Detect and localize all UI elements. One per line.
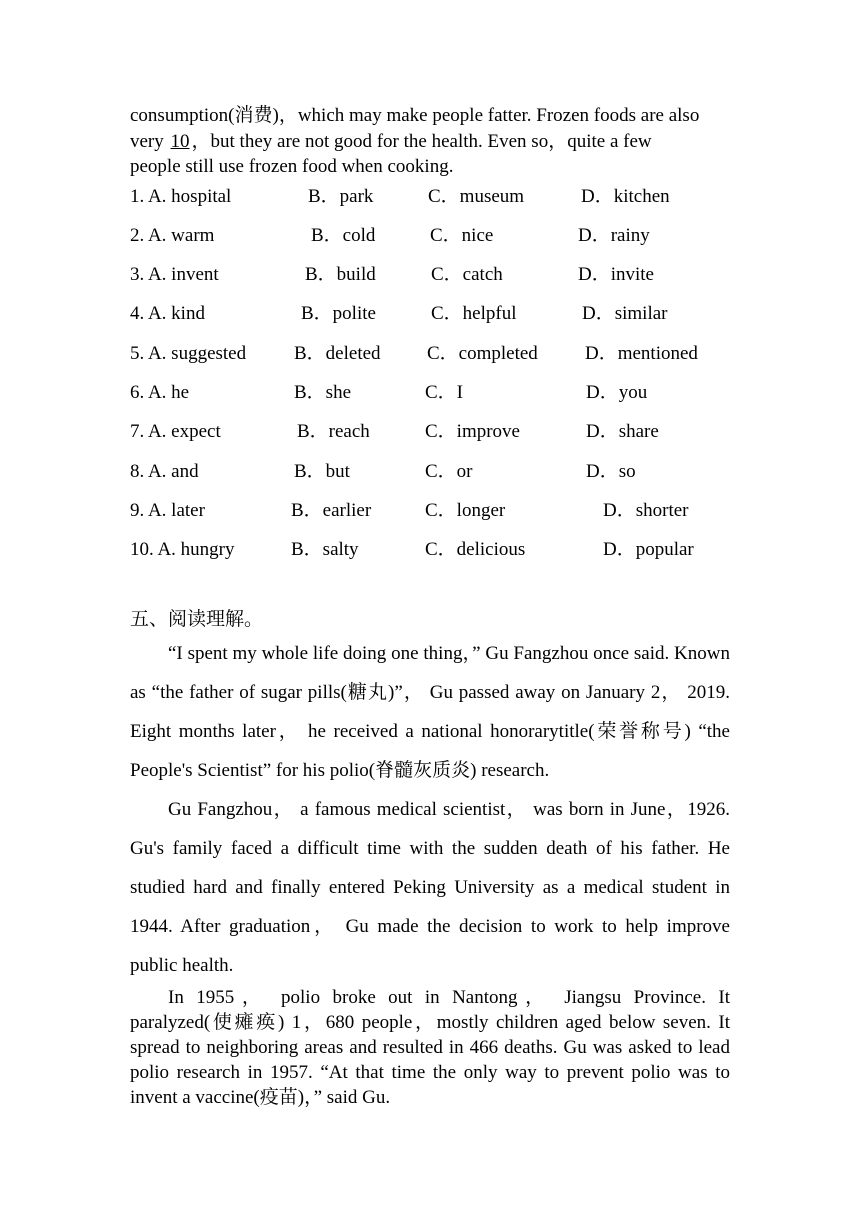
option-d: D．mentioned (585, 342, 698, 364)
option-a: 2. A. warm (130, 224, 215, 246)
option-b: B．deleted (294, 342, 381, 364)
option-b: B．reach (297, 421, 370, 443)
option-c: C．delicious (425, 539, 526, 561)
option-row (130, 301, 730, 340)
option-a: 5. A. suggested (130, 342, 247, 364)
option-b: B．salty (291, 539, 359, 561)
option-c: C．improve (425, 421, 520, 443)
option-b: B．polite (301, 303, 376, 325)
option-row (130, 380, 730, 419)
reading-paragraph-3: In 1955， polio broke out in Nantong， Jiangsu Province. It paralyzed(使瘫痪) 1，680 people，mostly children aged below seven. It spread to neighboring areas and resulted in 466 deaths. Gu was asked to lead polio research in 1957. “At that time the only way to prevent polio was to invent a vaccine(疫苗)，” said Gu. (130, 987, 730, 1108)
option-c: C．longer (425, 499, 506, 521)
passage-line: consumption(消费)，which may make people fatter. Frozen foods are also (130, 105, 700, 126)
option-d: D．rainy (578, 224, 650, 246)
option-row (130, 419, 730, 458)
option-c: C．nice (430, 224, 494, 246)
passage-text: ，but they are not good for the health. Even so，quite a few (191, 130, 652, 152)
option-c: C．museum (428, 185, 525, 207)
option-c: C．completed (427, 342, 538, 364)
option-b: B．earlier (291, 499, 372, 521)
blank-10: 10 (170, 130, 190, 152)
option-c: C．helpful (431, 303, 517, 325)
option-a: 3. A. invent (130, 264, 219, 286)
option-c: C．catch (431, 264, 503, 286)
option-row (130, 498, 730, 537)
reading-paragraph-2: Gu Fangzhou， a famous medical scientist， was born in June，1926. Gu's family faced a difficult time with the sudden death of his father. He studied hard and finally entered Peking University as a medical student in 1944. After graduation， Gu made the decision to work to help improve public health. (130, 799, 730, 976)
option-a: 1. A. hospital (130, 185, 232, 207)
option-b: B．cold (311, 224, 376, 246)
cloze-section (130, 103, 730, 576)
option-d: D．similar (582, 303, 668, 325)
option-row (130, 262, 730, 301)
option-a: 9. A. later (130, 499, 205, 521)
option-d: D．invite (578, 264, 654, 286)
option-row (130, 341, 730, 380)
option-row (130, 223, 730, 262)
option-b: B．build (305, 264, 376, 286)
passage-text: very (130, 130, 169, 152)
passage-line: people still use frozen food when cooking. (130, 156, 454, 177)
option-d: D．you (586, 381, 648, 403)
option-list (130, 184, 730, 577)
reading-paragraph-1: “I spent my whole life doing one thing，” Gu Fangzhou once said. Known as “the father of sugar pills(糖丸)”， Gu passed away on January 2， 2019. Eight months later， he received a national honorarytitle(荣誉称号) “the People's Scientist” for his polio(脊髓灰质炎) research. (130, 643, 730, 781)
option-row (130, 537, 730, 576)
option-c: C．I (425, 381, 464, 403)
option-a: 6. A. he (130, 381, 190, 403)
option-row (130, 459, 730, 498)
option-a: 7. A. expect (130, 421, 221, 443)
option-d: D．share (586, 421, 659, 443)
cloze-passage-tail (130, 103, 730, 180)
option-b: B．park (308, 185, 374, 207)
option-d: D．so (586, 460, 636, 482)
option-a: 10. A. hungry (130, 539, 235, 561)
option-c: C．or (425, 460, 473, 482)
option-d: D．popular (603, 539, 694, 561)
option-d: D．kitchen (581, 185, 670, 207)
option-a: 4. A. kind (130, 303, 205, 325)
passage-line (130, 129, 730, 155)
option-a: 8. A. and (130, 460, 199, 482)
reading-passage (130, 634, 730, 1110)
option-d: D．shorter (603, 499, 689, 521)
section-heading: 五、阅读理解。 (130, 609, 264, 630)
option-b: B．she (294, 381, 352, 403)
option-b: B．but (294, 460, 350, 482)
option-row (130, 184, 730, 223)
